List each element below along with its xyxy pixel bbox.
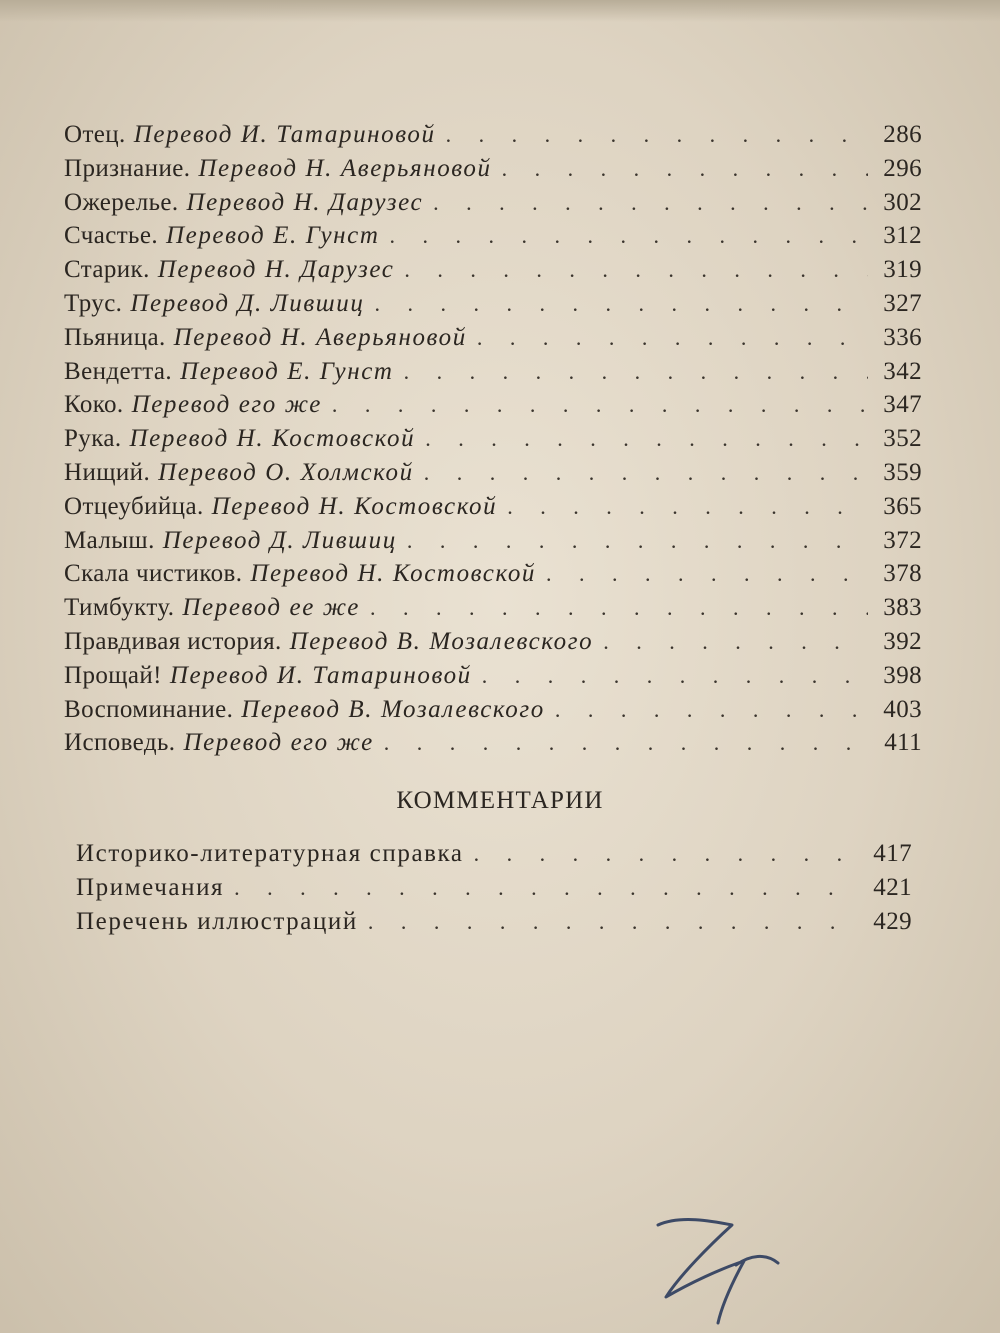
toc-page-number: 296 bbox=[883, 154, 922, 182]
toc-translator: Перевод В. Мозалевского bbox=[289, 627, 594, 655]
toc-translator: Перевод его же bbox=[183, 729, 374, 757]
toc-translator: Перевод Н. Дарузес bbox=[157, 256, 395, 284]
toc-entry bbox=[64, 459, 922, 493]
table-of-contents bbox=[64, 121, 922, 763]
toc-entry bbox=[64, 391, 922, 425]
toc-entry bbox=[64, 358, 922, 392]
pencil-mark-icon bbox=[640, 1205, 800, 1330]
toc-page-number: 383 bbox=[883, 594, 922, 622]
toc-page-number: 312 bbox=[883, 222, 922, 250]
leader-dots bbox=[404, 359, 868, 385]
toc-entry bbox=[64, 628, 922, 662]
toc-translator: Перевод Д. Лившиц bbox=[130, 289, 365, 317]
toc-page-number: 352 bbox=[883, 425, 922, 453]
toc-entry bbox=[64, 290, 922, 324]
toc-translator: Перевод Н. Аверьяновой bbox=[173, 323, 467, 351]
leader-dots bbox=[555, 697, 868, 723]
toc-entry bbox=[64, 527, 922, 561]
page-edge-shadow bbox=[0, 0, 1000, 22]
toc-entry bbox=[76, 874, 912, 908]
leader-dots bbox=[425, 426, 868, 452]
toc-title: Признание. bbox=[64, 154, 191, 182]
toc-page-number: 342 bbox=[883, 357, 922, 385]
toc-entry bbox=[76, 908, 912, 942]
toc-entry bbox=[64, 189, 922, 223]
toc-page-number: 336 bbox=[883, 323, 922, 351]
toc-page-number: 398 bbox=[883, 661, 922, 689]
toc-translator: Перевод О. Холмской bbox=[158, 458, 414, 486]
toc-page-number: 286 bbox=[883, 121, 922, 148]
toc-entry bbox=[64, 256, 922, 290]
leader-dots bbox=[390, 223, 869, 249]
toc-title: Примечания bbox=[76, 873, 225, 901]
toc-translator: Перевод Н. Костовской bbox=[250, 560, 537, 588]
commentary-heading: КОММЕНТАРИИ bbox=[396, 787, 604, 814]
leader-dots bbox=[474, 841, 858, 867]
toc-entry bbox=[64, 729, 922, 763]
leader-dots bbox=[370, 595, 868, 621]
commentary-contents bbox=[76, 840, 912, 941]
toc-title: Правдивая история. bbox=[64, 627, 282, 655]
toc-title: Историко-литературная справка bbox=[76, 840, 464, 867]
leader-dots bbox=[482, 663, 868, 689]
toc-title: Вендетта. bbox=[64, 357, 173, 385]
toc-entry bbox=[64, 493, 922, 527]
toc-page-number: 429 bbox=[873, 907, 912, 935]
toc-title: Старик. bbox=[64, 256, 150, 284]
toc-page-number: 403 bbox=[883, 695, 922, 723]
leader-dots bbox=[332, 392, 868, 418]
toc-title: Воспоминание. bbox=[64, 695, 234, 723]
toc-page-number: 392 bbox=[883, 627, 922, 655]
leader-dots bbox=[433, 190, 868, 216]
leader-dots bbox=[368, 909, 858, 935]
leader-dots bbox=[477, 325, 868, 351]
toc-entry bbox=[64, 222, 922, 256]
leader-dots bbox=[374, 291, 868, 317]
toc-translator: Перевод Е. Гунст bbox=[180, 357, 394, 385]
toc-title: Тимбукту. bbox=[64, 594, 175, 622]
toc-title: Скала чистиков. bbox=[64, 560, 243, 588]
leader-dots bbox=[502, 156, 868, 182]
leader-dots bbox=[546, 561, 868, 587]
toc-title: Счастье. bbox=[64, 222, 158, 250]
toc-title: Ожерелье. bbox=[64, 188, 179, 216]
toc-page-number: 327 bbox=[883, 289, 922, 317]
toc-title: Перечень иллюстраций bbox=[76, 907, 358, 935]
toc-title: Исповедь. bbox=[64, 729, 176, 757]
leader-dots bbox=[404, 257, 868, 283]
toc-translator: Перевод его же bbox=[131, 391, 322, 419]
toc-entry bbox=[64, 121, 922, 155]
toc-title: Отец. bbox=[64, 121, 126, 148]
toc-translator: Перевод Е. Гунст bbox=[165, 222, 380, 250]
toc-title: Малыш. bbox=[64, 526, 155, 554]
toc-entry bbox=[64, 324, 922, 358]
toc-page-number: 411 bbox=[884, 729, 922, 757]
toc-translator: Перевод Н. Дарузес bbox=[186, 188, 424, 216]
toc-page-number: 417 bbox=[873, 840, 912, 867]
toc-translator: Перевод Н. Костовской bbox=[211, 492, 498, 520]
toc-entry bbox=[64, 155, 922, 189]
toc-translator: Перевод Н. Костовской bbox=[129, 425, 416, 453]
toc-translator: Перевод В. Мозалевского bbox=[241, 695, 545, 723]
leader-dots bbox=[446, 122, 868, 148]
toc-page-number: 359 bbox=[883, 458, 922, 486]
toc-page-number: 347 bbox=[883, 391, 922, 419]
toc-translator: Перевод И. Татариновой bbox=[133, 121, 436, 148]
toc-page-number: 372 bbox=[883, 526, 922, 554]
toc-title: Отцеубийца. bbox=[64, 492, 204, 520]
leader-dots bbox=[507, 494, 868, 520]
toc-translator: Перевод Д. Лившиц bbox=[162, 526, 397, 554]
toc-entry bbox=[76, 840, 912, 874]
toc-entry bbox=[64, 696, 922, 730]
leader-dots bbox=[407, 528, 868, 554]
toc-translator: Перевод ее же bbox=[182, 594, 360, 622]
toc-entry bbox=[64, 560, 922, 594]
toc-title: Прощай! bbox=[64, 661, 162, 689]
toc-translator: Перевод И. Татариновой bbox=[169, 661, 472, 689]
toc-page-number: 421 bbox=[873, 873, 912, 901]
toc-title: Трус. bbox=[64, 289, 123, 317]
toc-title: Рука. bbox=[64, 425, 122, 453]
toc-title: Коко. bbox=[64, 391, 124, 419]
toc-entry bbox=[64, 662, 922, 696]
toc-title: Пьяница. bbox=[64, 323, 166, 351]
leader-dots bbox=[384, 730, 868, 756]
toc-entry bbox=[64, 425, 922, 459]
toc-page-number: 378 bbox=[883, 560, 922, 588]
leader-dots bbox=[424, 460, 868, 486]
toc-title: Нищий. bbox=[64, 458, 151, 486]
toc-page-number: 302 bbox=[883, 188, 922, 216]
toc-page-number: 319 bbox=[883, 256, 922, 284]
toc-page-number: 365 bbox=[883, 492, 922, 520]
toc-entry bbox=[64, 594, 922, 628]
leader-dots bbox=[234, 875, 858, 901]
toc-translator: Перевод Н. Аверьяновой bbox=[198, 154, 492, 182]
leader-dots bbox=[603, 629, 868, 655]
